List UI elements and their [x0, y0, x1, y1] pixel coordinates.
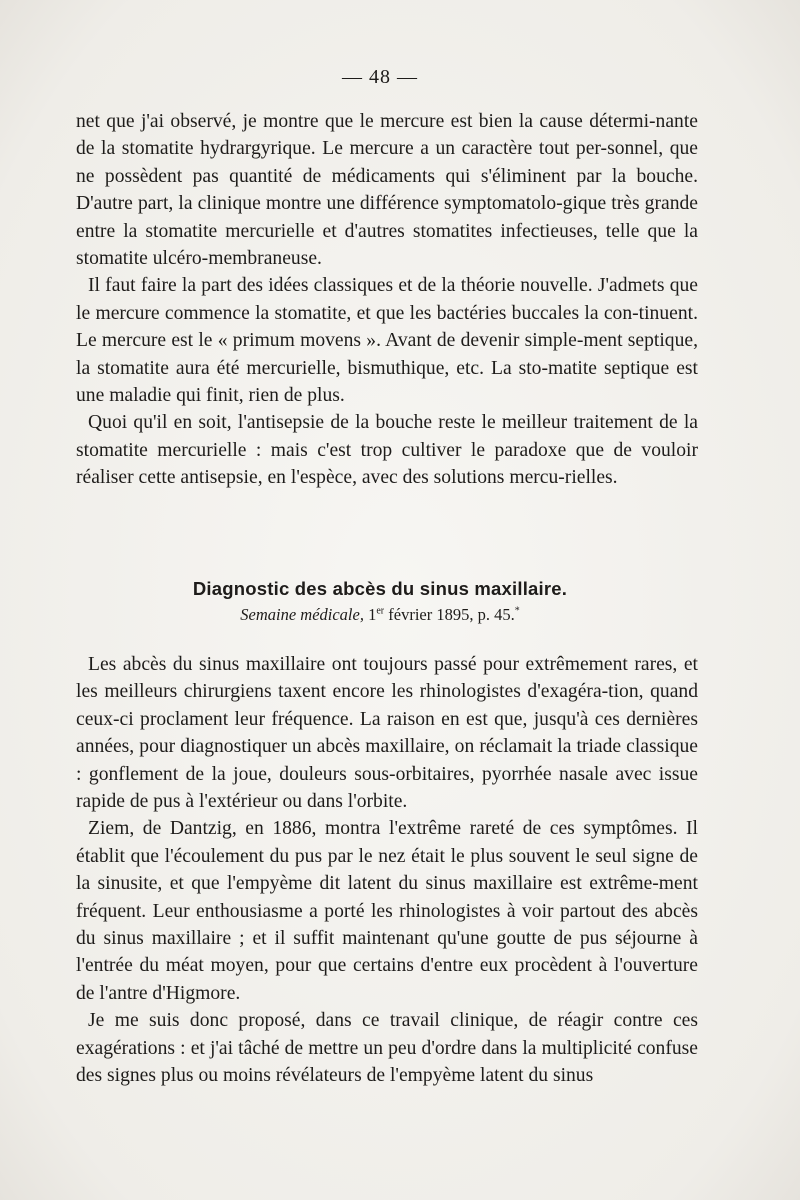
source-date: février 1895, p. 45.	[388, 605, 515, 624]
page-number: — 48 —	[342, 66, 418, 88]
sinus-article-body	[76, 651, 698, 1090]
paragraph: Je me suis donc proposé, dans ce travail clinique, de réagir contre ces exagérations : et j'ai tâché de mettre un peu d'ordre dans la multiplicité confuse des signes plus ou moins révélateurs de l'empyème latent du sinus	[76, 1010, 698, 1087]
source-footnote-mark: *	[514, 605, 520, 617]
source-journal: Semaine médicale,	[240, 605, 364, 624]
stomatitis-section	[76, 108, 698, 492]
paragraph: Ziem, de Dantzig, en 1886, montra l'extrême rareté de ces symptômes. Il établit que l'écoulement du pus par le nez était le plus souvent le seul signe de la sinusite, et que l'empyème dit latent du sinus maxillaire est extrême-ment fréquent. Leur enthousiasme a porté les rhinologistes à voir partout des abcès du sinus maxillaire ; et il suffit maintenant qu'une goutte de pus séjourne à l'entrée du méat moyen, pour que certains d'entre eux procèdent à l'ouverture de l'antre d'Higmore.	[76, 818, 698, 1004]
article-title: Diagnostic des abcès du sinus maxillaire.	[192, 578, 568, 599]
paragraph: net que j'ai observé, je montre que le mercure est bien la cause détermi-nante de la stomatite hydrargyrique. Le mercure a un caractère tout per-sonnel, que ne possèdent pas quantité de médicaments qui s'éliminent par la bouche. D'autre part, la clinique montre une différence symptomatolo-gique très grande entre la stomatite mercurielle et d'autres stomatites infectieuses, telle que la stomatite ulcéro-membraneuse.	[76, 111, 698, 270]
source-day: 1	[368, 605, 377, 624]
paragraph: Quoi qu'il en soit, l'antisepsie de la bouche reste le meilleur traitement de la stomatite mercurielle : mais c'est trop cultiver le paradoxe que de vouloir réaliser cette antisepsie, en l'espèce, avec des solutions mercu-rielles.	[76, 412, 698, 489]
paragraph: Les abcès du sinus maxillaire ont toujours passé pour extrêmement rares, et les meilleurs chirurgiens taxent encore les rhinologistes d'exagéra-tion, quand ceux-ci proclament leur fréquence. La raison en est que, jusqu'à ces dernières années, pour diagnostiquer un abcès maxillaire, on réclamait la triade classique : gonflement de la joue, douleurs sous-orbitaires, pyorrhée nasale avec issue rapide de pus à l'extérieur ou dans l'orbite.	[76, 654, 698, 813]
article-source	[0, 605, 760, 625]
source-day-suffix: er	[376, 605, 385, 617]
paragraph: Il faut faire la part des idées classiques et de la théorie nouvelle. J'admets que le mercure commence la stomatite, et que les bactéries buccales la con-tinuent. Le mercure est le « primum movens ». Avant de devenir simple-ment septique, la stomatite aura été mercurielle, bismuthique, etc. La sto-matite septique est une maladie qui finit, rien de plus.	[76, 275, 698, 407]
